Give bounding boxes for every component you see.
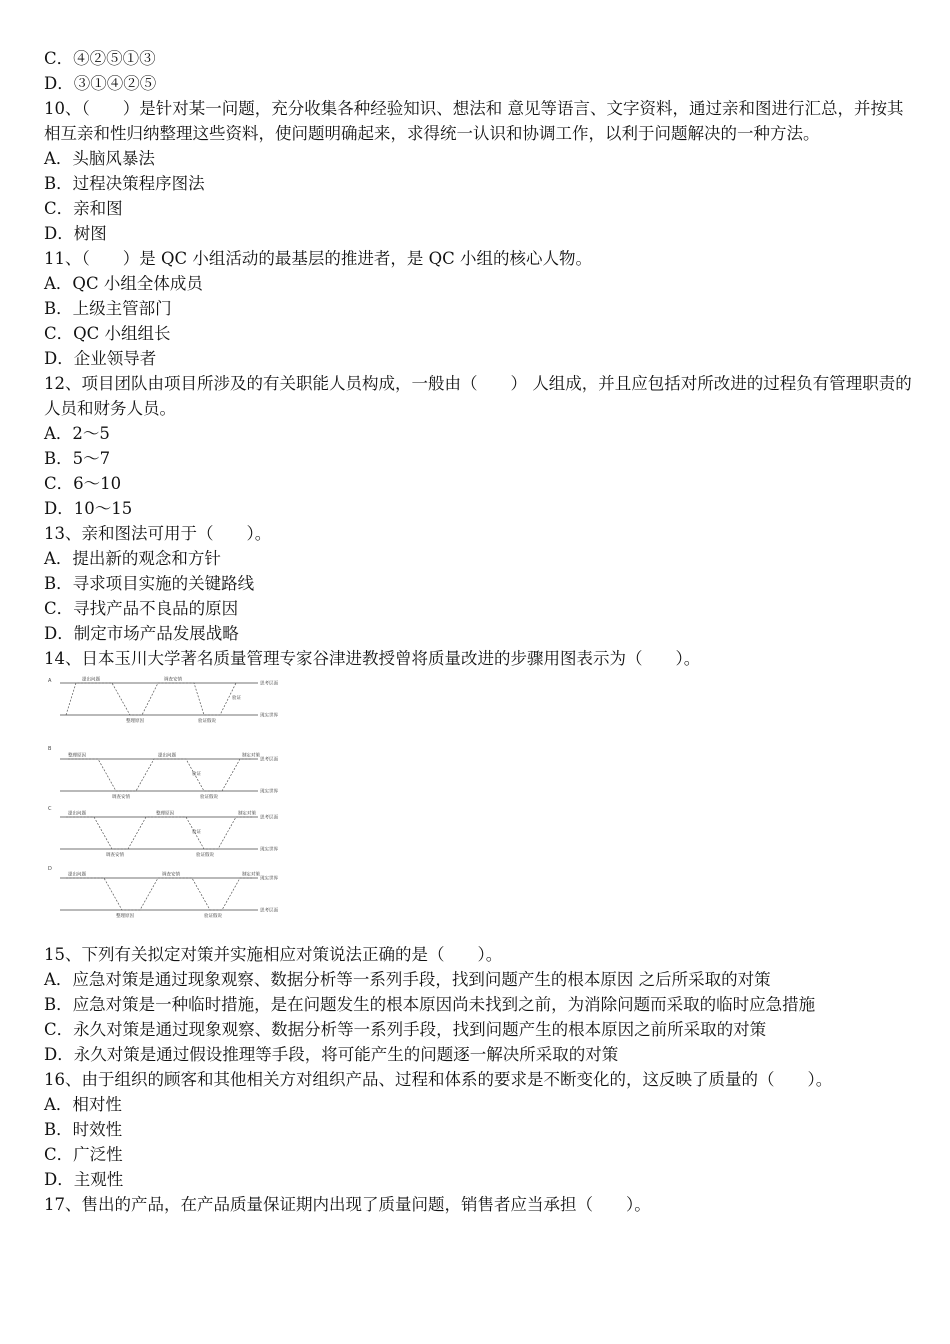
diagram-c-top-line-label: 思考层面 bbox=[260, 815, 278, 821]
diagram-d-top-line-label: 现实世界 bbox=[260, 876, 278, 882]
diagram-a-bottom-line-label: 现实世界 bbox=[260, 713, 278, 719]
q10-option-a: A．头脑风暴法 bbox=[44, 149, 155, 168]
q12-stem: 12、项目团队由项目所涉及的有关职能人员构成，一般由（ ） 人组成，并且应包括对所改进的过程负有管理职责的人员和财务人员。 bbox=[44, 374, 912, 418]
diagram-d-label-bottom-1: 整理原因 bbox=[116, 914, 134, 919]
diagram-option-b bbox=[48, 746, 278, 800]
diagram-b-label-top-2: 提出问题 bbox=[158, 753, 176, 759]
diagram-d-label-top-1: 提出问题 bbox=[68, 872, 86, 878]
q17-stem: 17、售出的产品，在产品质量保证期内出现了质量问题，销售者应当承担（ ）。 bbox=[44, 1195, 651, 1214]
q10-option-c: C．亲和图 bbox=[44, 199, 123, 218]
diagram-b-label-bottom-2: 验证假说 bbox=[200, 795, 218, 800]
q12-option-c: C．6～10 bbox=[44, 474, 122, 493]
q14-diagram-svg bbox=[46, 675, 286, 920]
q13-option-a: A．提出新的观念和方针 bbox=[44, 549, 221, 568]
diagram-a-label-top-1: 提出问题 bbox=[82, 677, 100, 683]
q10-option-d: D．树图 bbox=[44, 224, 107, 243]
q12-option-b: B．5～7 bbox=[44, 449, 111, 468]
q13-option-b: B．寻求项目实施的关键路线 bbox=[44, 574, 255, 593]
q15-option-b: B．应急对策是一种临时措施，是在问题发生的根本原因尚未找到之前，为消除问题而采取的临时应急措施 bbox=[44, 995, 816, 1014]
diagram-a-vertical-label: 验证 bbox=[232, 696, 241, 701]
diagram-d-label-top-3: 制定对策 bbox=[242, 872, 260, 878]
q11-option-b: B．上级主管部门 bbox=[44, 299, 172, 318]
q10-option-b: B．过程决策程序图法 bbox=[44, 174, 205, 193]
q11-option-c: C．QC 小组组长 bbox=[44, 324, 171, 343]
q10-stem: 10、（ ）是针对某一问题，充分收集各种经验知识、想法和 意见等语言、文字资料，通过亲和图进行汇总，并按其相互亲和性归纳整理这些资料，使问题明确起来，求得统一认识和协调工作，以利于问题解决的一种方法。 bbox=[44, 99, 904, 143]
diagram-c-label-top-3: 制定对策 bbox=[238, 811, 256, 817]
diagram-d-label-top-2: 调查安情 bbox=[162, 872, 180, 878]
q9-option-d: D．③①④②⑤ bbox=[44, 74, 157, 93]
q16-stem: 16、由于组织的顾客和其他相关方对组织产品、过程和体系的要求是不断变化的，这反映了质量的（ ）。 bbox=[44, 1070, 833, 1089]
diagram-option-a bbox=[48, 676, 278, 725]
diagram-c-label-top-2: 整理原因 bbox=[156, 811, 174, 817]
exam-document bbox=[44, 46, 914, 1217]
diagram-d-letter: D bbox=[48, 866, 52, 872]
q9-option-c: C．④②⑤①③ bbox=[44, 49, 156, 68]
diagram-d-bottom-line-label: 思考层面 bbox=[260, 908, 278, 914]
q13-stem: 13、亲和图法可用于（ ）。 bbox=[44, 524, 272, 543]
q16-option-c: C．广泛性 bbox=[44, 1145, 123, 1164]
q11-option-d: D．企业领导者 bbox=[44, 349, 157, 368]
diagram-a-top-line-label: 思考层面 bbox=[260, 681, 278, 687]
diagram-a-letter: A bbox=[48, 678, 52, 684]
diagram-c-label-bottom-2: 验证假说 bbox=[196, 853, 214, 858]
q15-option-d: D．永久对策是通过假设推理等手段，将可能产生的问题逐一解决所采取的对策 bbox=[44, 1045, 619, 1064]
diagram-b-label-top-3: 制定对策 bbox=[242, 753, 260, 759]
diagram-b-top-line-label: 思考层面 bbox=[260, 757, 278, 763]
diagram-option-d bbox=[48, 866, 278, 919]
q14-stem: 14、日本玉川大学著名质量管理专家谷津进教授曾将质量改进的步骤用图表示为（ ）。 bbox=[44, 649, 701, 668]
diagram-c-label-top-1: 提出问题 bbox=[68, 811, 86, 817]
q12-option-d: D．10～15 bbox=[44, 499, 133, 518]
diagram-c-label-bottom-1: 调查安情 bbox=[106, 853, 124, 858]
q13-option-c: C．寻找产品不良品的原因 bbox=[44, 599, 239, 618]
q11-stem: 11、（ ）是 QC 小组活动的最基层的推进者，是 QC 小组的核心人物。 bbox=[44, 249, 593, 268]
q11-option-a: A．QC 小组全体成员 bbox=[44, 274, 203, 293]
diagram-a-label-bottom-2: 验证假说 bbox=[198, 719, 216, 724]
q15-option-a: A．应急对策是通过现象观察、数据分析等一系列手段，找到问题产生的根本原因 之后所采取的对策 bbox=[44, 970, 771, 989]
diagram-b-bottom-line-label: 现实世界 bbox=[260, 789, 278, 795]
diagram-c-vertical-label: 验证 bbox=[192, 830, 201, 835]
diagram-d-label-bottom-2: 验证假说 bbox=[204, 914, 222, 919]
q16-option-b: B．时效性 bbox=[44, 1120, 123, 1139]
diagram-b-label-top-1: 整理原因 bbox=[68, 753, 86, 759]
diagram-b-letter: B bbox=[48, 746, 52, 752]
diagram-b-vertical-label: 验证 bbox=[192, 772, 201, 777]
diagram-option-c bbox=[48, 806, 278, 858]
q15-option-c: C．永久对策是通过现象观察、数据分析等一系列手段，找到问题产生的根本原因之前所采取的对策 bbox=[44, 1020, 767, 1039]
diagram-a-label-bottom-1: 整理原因 bbox=[126, 719, 144, 724]
q16-option-a: A．相对性 bbox=[44, 1095, 122, 1114]
q12-option-a: A．2～5 bbox=[44, 424, 110, 443]
q16-option-d: D．主观性 bbox=[44, 1170, 124, 1189]
q13-option-d: D．制定市场产品发展战略 bbox=[44, 624, 239, 643]
q14-diagram bbox=[46, 675, 286, 920]
diagram-c-bottom-line-label: 现实世界 bbox=[260, 847, 278, 853]
diagram-c-letter: C bbox=[48, 806, 52, 812]
diagram-b-label-bottom-1: 调查安情 bbox=[112, 795, 130, 800]
diagram-a-label-top-2: 调查安情 bbox=[164, 677, 182, 683]
q15-stem: 15、下列有关拟定对策并实施相应对策说法正确的是（ ）。 bbox=[44, 945, 503, 964]
